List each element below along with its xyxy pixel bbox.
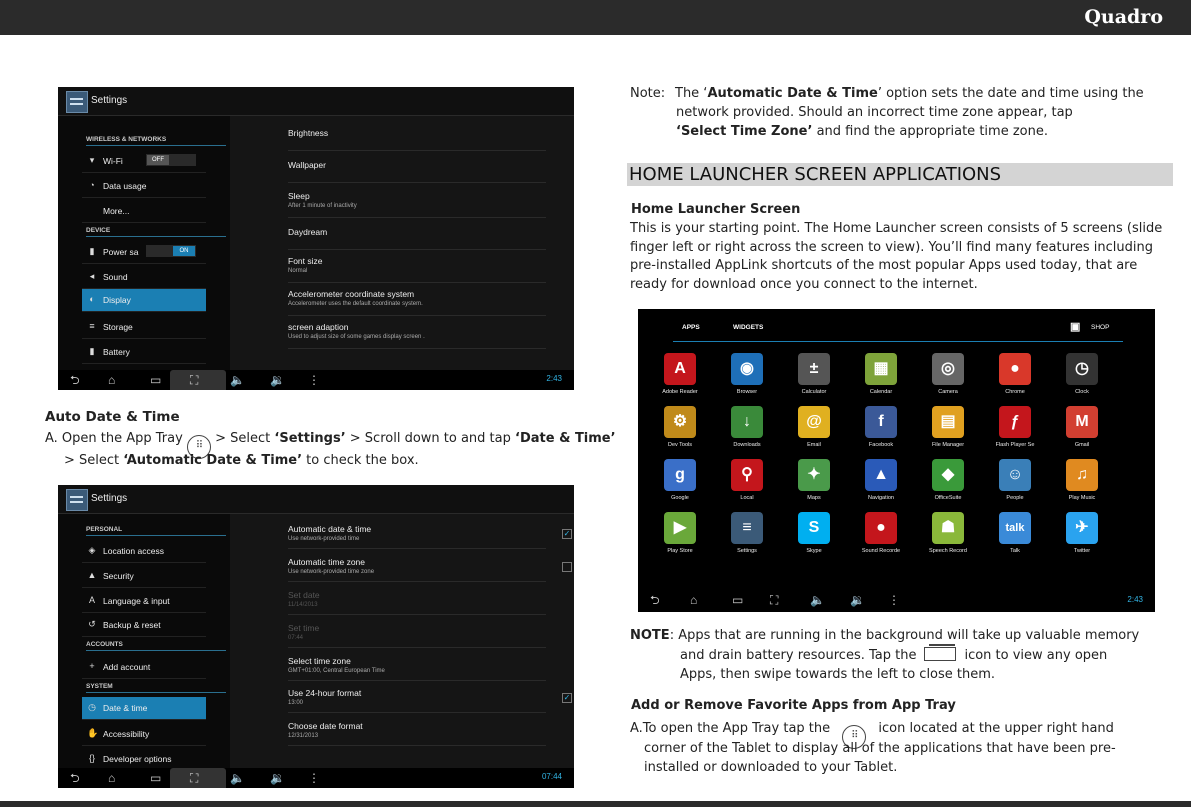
menu-icon[interactable]: ⋮: [308, 373, 320, 387]
section-header-accounts: ACCOUNTS: [86, 641, 226, 651]
note-text-bold: Automatic Date & Time: [707, 86, 878, 101]
app-icon: ☗: [932, 512, 964, 544]
app-label: Calculator: [801, 389, 827, 395]
app-icon: ☺: [999, 459, 1031, 491]
home-icon[interactable]: ⌂: [108, 373, 116, 387]
setting-subtitle: 13:00: [288, 700, 304, 706]
app-label: Browser: [736, 389, 758, 395]
app-email[interactable]: [781, 406, 847, 458]
favorite-line-3: installed or downloaded to your Tablet.: [644, 760, 898, 775]
setting-subtitle: Normal: [288, 268, 308, 274]
battery-icon: ▮: [89, 346, 95, 356]
setting-title: Set date: [288, 590, 320, 600]
step-text: A. Open the App Tray: [45, 431, 183, 446]
app-icon: talk: [999, 512, 1031, 544]
home-paragraph-line-4: ready for download once you connect to the internet.: [630, 277, 978, 292]
favorite-line-2: corner of the Tablet to display all of the applications that have been pre-: [644, 741, 1116, 756]
settings-item-battery[interactable]: [82, 341, 206, 364]
setting-subtitle: Use network-provided time zone: [288, 569, 375, 575]
android-nav-bar: [58, 370, 574, 390]
app-play-store[interactable]: [647, 512, 713, 564]
settings-item-label: Display: [103, 295, 131, 305]
settings-item-location[interactable]: [82, 540, 206, 563]
24-hour-format-checkbox[interactable]: ✓: [563, 693, 571, 702]
app-google[interactable]: [647, 459, 713, 511]
app-icon: ≡: [731, 512, 763, 544]
app-gmail[interactable]: [1049, 406, 1115, 458]
settings-item-wifi[interactable]: [82, 150, 206, 173]
setting-title: Set time: [288, 623, 320, 633]
setting-title: Accelerometer coordinate system: [288, 289, 415, 299]
settings-item-label: Add account: [103, 662, 151, 672]
note2-line-1: [630, 626, 1139, 645]
home-launcher-heading: Home Launcher Screen: [631, 202, 801, 217]
step-text-bold: ‘Date & Time’: [515, 431, 616, 446]
android-nav-bar: [638, 586, 1155, 612]
setting-subtitle: 12/31/2013: [288, 733, 319, 739]
menu-icon[interactable]: ⋮: [308, 771, 320, 785]
step-text-bold: ‘Settings’: [274, 431, 346, 446]
auto-date-heading: Auto Date & Time: [45, 409, 180, 425]
app-icon: ◆: [932, 459, 964, 491]
setting-title: Choose date format: [288, 721, 363, 731]
note-label: Note:: [630, 86, 666, 101]
menu-icon[interactable]: ⋮: [888, 593, 900, 607]
app-icon: f: [865, 406, 897, 438]
settings-item-power-saving[interactable]: [82, 241, 206, 264]
app-label: Adobe Reader: [662, 389, 698, 395]
app-maps[interactable]: [781, 459, 847, 511]
app-sound-recorde[interactable]: [848, 512, 914, 564]
volume-down-icon[interactable]: 🔈: [230, 373, 245, 387]
toggle-label: OFF: [147, 155, 169, 165]
bottom-bar: [0, 801, 1191, 807]
setting-title: Font size: [288, 256, 323, 266]
settings-item-label: More...: [103, 206, 130, 216]
android-nav-bar: [58, 768, 574, 788]
volume-up-icon[interactable]: 🔉: [270, 373, 285, 387]
recent-apps-icon[interactable]: ▭: [732, 593, 744, 607]
app-facebook[interactable]: [848, 406, 914, 458]
back-icon[interactable]: ⮌: [70, 373, 80, 387]
note-text: The ‘: [675, 86, 708, 101]
app-clock[interactable]: [1049, 353, 1115, 405]
section-header-personal: PERSONAL: [86, 526, 226, 536]
app-label: Calendar: [869, 389, 893, 395]
display-settings-screenshot: [58, 87, 574, 390]
setting-title: Automatic date & time: [288, 524, 372, 534]
back-icon[interactable]: ⮌: [650, 593, 660, 607]
settings-item-storage[interactable]: [82, 316, 206, 339]
settings-item-security[interactable]: [82, 565, 206, 588]
setting-title: Use 24-hour format: [288, 688, 362, 698]
settings-item-label: Backup & reset: [103, 620, 161, 630]
volume-up-icon[interactable]: 🔉: [850, 593, 865, 607]
screenshot-icon[interactable]: ⛶: [190, 373, 199, 387]
app-local[interactable]: [714, 459, 780, 511]
app-icon: ⚙: [664, 406, 696, 438]
display-settings-panel: [230, 116, 574, 370]
app-icon: ▶: [664, 512, 696, 544]
note-text-bold: ‘Select Time Zone’: [676, 124, 813, 139]
setting-title: Select time zone: [288, 656, 351, 666]
app-calculator[interactable]: [781, 353, 847, 405]
note-text: icon to view any open: [964, 648, 1108, 663]
home-launcher-screenshot: [638, 309, 1155, 612]
launcher-tabs: [638, 309, 1155, 343]
setting-automatic-time-zone[interactable]: [288, 557, 546, 582]
top-bar: [0, 0, 1191, 35]
app-icon: ƒ: [999, 406, 1031, 438]
volume-down-icon[interactable]: 🔈: [230, 771, 245, 785]
app-label: Clock: [1075, 389, 1089, 395]
step-text-bold: ‘Automatic Date & Time’: [123, 453, 303, 468]
app-file-manager[interactable]: [915, 406, 981, 458]
note-text: ’ option sets the date and time using the: [877, 86, 1144, 101]
app-navigation[interactable]: [848, 459, 914, 511]
app-label: People: [1006, 495, 1024, 501]
auto-date-step-a-cont: [64, 451, 419, 470]
app-icon: ▦: [865, 353, 897, 385]
app-twitter[interactable]: [1049, 512, 1115, 564]
wifi-toggle[interactable]: [146, 154, 196, 166]
app-icon: ◉: [731, 353, 763, 385]
app-label: OfficeSuite: [934, 495, 962, 501]
setting-title: Automatic time zone: [288, 557, 366, 567]
home-paragraph-line-1: This is your starting point. The Home Launcher screen consists of 5 screens (slide: [630, 221, 1163, 236]
app-icon: @: [798, 406, 830, 438]
app-icon: g: [664, 459, 696, 491]
note2-line-3: Apps, then swipe towards the left to close them.: [680, 667, 996, 682]
setting-title: Wallpaper: [288, 160, 326, 170]
settings-category-list: [58, 116, 230, 370]
setting-title: Sleep: [288, 191, 310, 201]
settings-item-label: Security: [103, 571, 134, 581]
note-line-1: [675, 84, 1144, 103]
app-label: Local: [740, 495, 754, 501]
app-dev-tools[interactable]: [647, 406, 713, 458]
app-icon: ◎: [932, 353, 964, 385]
step-text: to check the box.: [306, 453, 419, 468]
developer-icon: {}: [88, 753, 95, 763]
app-label: Downloads: [733, 442, 761, 448]
setting-font-size[interactable]: [288, 256, 546, 283]
setting-set-time: [288, 623, 546, 648]
setting-screen-adaption[interactable]: [288, 322, 546, 349]
app-speech-record[interactable]: [915, 512, 981, 564]
app-skype[interactable]: [781, 512, 847, 564]
tab-apps[interactable]: APPS: [682, 324, 700, 331]
settings-item-label: Developer options: [103, 754, 172, 764]
note-line-2: network provided. Should an incorrect time zone appear, tap: [676, 105, 1073, 120]
setting-date-format[interactable]: [288, 721, 546, 746]
home-icon[interactable]: ⌂: [108, 771, 116, 785]
app-label: Play Store: [667, 548, 693, 554]
settings-category-list: [58, 514, 230, 768]
app-label: Flash Player Se: [995, 442, 1035, 448]
settings-item-label: Wi-Fi: [103, 156, 123, 166]
app-camera[interactable]: [915, 353, 981, 405]
app-icon: ●: [865, 512, 897, 544]
accessibility-icon: ✋: [87, 728, 99, 738]
home-icon[interactable]: ⌂: [690, 593, 698, 607]
setting-daydream[interactable]: [288, 227, 546, 250]
location-icon: ◈: [88, 545, 96, 555]
settings-item-label: Data usage: [103, 181, 147, 191]
setting-select-time-zone[interactable]: [288, 656, 546, 681]
setting-brightness[interactable]: [288, 128, 546, 151]
settings-item-language[interactable]: [82, 590, 206, 613]
data-usage-icon: ◔: [89, 180, 95, 190]
settings-item-label: Date & time: [103, 703, 148, 713]
app-icon: ◷: [1066, 353, 1098, 385]
battery-saver-icon: ▮: [89, 246, 95, 256]
app-adobe-reader[interactable]: [647, 353, 713, 405]
screenshot-icon[interactable]: ⛶: [770, 593, 779, 607]
app-label: Email: [807, 442, 821, 448]
volume-down-icon[interactable]: 🔈: [810, 593, 825, 607]
settings-item-label: Language & input: [103, 596, 170, 606]
tab-widgets[interactable]: WIDGETS: [733, 324, 764, 331]
setting-automatic-date-time[interactable]: [288, 524, 571, 549]
app-label: Maps: [807, 495, 821, 501]
shop-icon[interactable]: ▣: [1070, 321, 1081, 333]
app-icon: ♫: [1066, 459, 1098, 491]
setting-title: Brightness: [288, 128, 329, 138]
tab-underline: [673, 341, 1123, 342]
recent-apps-icon: [924, 647, 956, 661]
app-label: Twitter: [1073, 548, 1091, 554]
storage-icon: ≡: [89, 321, 95, 331]
settings-item-date-time[interactable]: [82, 697, 206, 720]
display-icon: ◐: [89, 294, 95, 304]
settings-icon: [66, 91, 88, 113]
setting-title: Daydream: [288, 227, 328, 237]
app-icon: ✈: [1066, 512, 1098, 544]
status-clock: 2:43: [1127, 595, 1143, 604]
app-label: Navigation: [868, 495, 894, 501]
setting-set-date: [288, 590, 546, 615]
app-label: Play Music: [1068, 495, 1096, 501]
screenshot-icon[interactable]: ⛶: [190, 771, 199, 785]
step-text: > Select: [215, 431, 271, 446]
automatic-date-time-checkbox[interactable]: ✓: [563, 529, 571, 538]
app-label: Skype: [806, 548, 822, 554]
section-title-bar: [627, 163, 1173, 186]
app-icon: M: [1066, 406, 1098, 438]
wifi-icon: ▾: [89, 155, 95, 165]
settings-title: Settings: [91, 95, 128, 106]
note-label: NOTE: [630, 628, 670, 643]
date-time-settings-screenshot: [58, 485, 574, 788]
app-label: Sound Recorde: [861, 548, 901, 554]
settings-item-accessibility[interactable]: [82, 723, 206, 746]
clock-icon: ◷: [88, 702, 96, 712]
settings-item-label: Accessibility: [103, 729, 150, 739]
app-play-music[interactable]: [1049, 459, 1115, 511]
settings-item-data-usage[interactable]: [82, 175, 206, 198]
toggle-label: ON: [173, 246, 195, 256]
section-header-wireless: WIRELESS & NETWORKS: [86, 136, 226, 146]
favorite-apps-heading: Add or Remove Favorite Apps from App Tray: [631, 698, 956, 713]
setting-subtitle: GMT+01:00, Central European Time: [288, 668, 385, 674]
section-title: HOME LAUNCHER SCREEN APPLICATIONS: [629, 164, 1002, 185]
app-icon: ±: [798, 353, 830, 385]
lock-icon: ▲: [87, 570, 97, 580]
back-icon[interactable]: ⮌: [70, 771, 80, 785]
settings-item-label: Battery: [103, 347, 130, 357]
app-settings[interactable]: [714, 512, 780, 564]
app-calendar[interactable]: [848, 353, 914, 405]
note-text: and find the appropriate time zone.: [816, 124, 1048, 139]
home-paragraph-line-2: finger left or right across the screen to view). You’ll find many features including: [630, 240, 1153, 255]
section-header-device: DEVICE: [86, 227, 226, 237]
recent-apps-icon[interactable]: ▭: [150, 771, 162, 785]
app-officesuite[interactable]: [915, 459, 981, 511]
fav-text: A.To open the App Tray tap the: [630, 721, 831, 736]
setting-sleep[interactable]: [288, 191, 546, 218]
app-talk[interactable]: [982, 512, 1048, 564]
app-icon: S: [798, 512, 830, 544]
note2-line-2: [680, 646, 1107, 665]
home-paragraph-line-3: pre-installed AppLink shortcuts of the most popular Apps used today, that are: [630, 258, 1138, 273]
power-saving-toggle[interactable]: [146, 245, 196, 257]
app-icon: ⚲: [731, 459, 763, 491]
setting-wallpaper[interactable]: [288, 160, 546, 183]
settings-item-display[interactable]: [82, 289, 206, 312]
app-people[interactable]: [982, 459, 1048, 511]
settings-title-bar: [58, 485, 574, 514]
note-text: : Apps that are running in the background will take up valuable memory: [669, 628, 1140, 643]
app-tray-icon: ⠿: [187, 435, 211, 459]
status-clock: 07:44: [541, 772, 562, 781]
app-downloads[interactable]: [714, 406, 780, 458]
settings-item-label: Sound: [103, 272, 128, 282]
settings-item-label: Power sa: [103, 247, 139, 257]
app-flash-player-se[interactable]: [982, 406, 1048, 458]
fav-text: icon located at the upper right hand: [878, 721, 1114, 736]
app-label: Settings: [737, 548, 757, 554]
settings-item-label: Location access: [103, 546, 164, 556]
brand-logo: Quadro: [1084, 6, 1163, 28]
note-text: and drain battery resources. Tap the: [680, 648, 917, 663]
setting-subtitle: Accelerometer uses the default coordinate system.: [288, 301, 423, 307]
app-icon: ●: [999, 353, 1031, 385]
app-label: Speech Record: [929, 548, 967, 554]
app-icon: A: [664, 353, 696, 385]
settings-item-add-account[interactable]: [82, 656, 206, 679]
setting-subtitle: Use network-provided time: [288, 536, 360, 542]
note-line-3: [676, 122, 1048, 141]
setting-subtitle: Used to adjust size of some games display screen .: [288, 334, 425, 340]
setting-24-hour-format[interactable]: [288, 688, 571, 713]
app-label: Camera: [938, 389, 958, 395]
app-label: Gmail: [1074, 442, 1090, 448]
recent-apps-icon[interactable]: ▭: [150, 373, 162, 387]
app-label: File Manager: [931, 442, 965, 448]
app-icon: ▲: [865, 459, 897, 491]
app-browser[interactable]: [714, 353, 780, 405]
settings-title-bar: [58, 87, 574, 116]
settings-item-backup[interactable]: [82, 614, 206, 637]
settings-item-sound[interactable]: [82, 266, 206, 289]
setting-subtitle: 07:44: [288, 635, 304, 641]
plus-icon: +: [89, 661, 95, 671]
settings-icon: [66, 489, 88, 511]
app-label: Talk: [1010, 548, 1020, 554]
speaker-icon: ◂: [89, 271, 95, 281]
app-label: Google: [671, 495, 689, 501]
shop-label[interactable]: SHOP: [1091, 324, 1110, 331]
app-tray-icon: ⠿: [842, 725, 866, 749]
setting-subtitle: After 1 minute of inactivity: [288, 203, 357, 209]
app-label: Chrome: [1005, 389, 1025, 395]
automatic-time-zone-checkbox[interactable]: [562, 562, 572, 572]
status-clock: 2:43: [546, 374, 562, 383]
app-label: Dev Tools: [667, 442, 693, 448]
app-label: Facebook: [868, 442, 894, 448]
setting-title: screen adaption: [288, 322, 349, 332]
settings-title: Settings: [91, 493, 128, 504]
setting-subtitle: 11/14/2013: [288, 602, 318, 608]
setting-accelerometer[interactable]: [288, 289, 546, 316]
settings-item-label: Storage: [103, 322, 133, 332]
app-icon: ✦: [798, 459, 830, 491]
section-header-system: SYSTEM: [86, 683, 226, 693]
step-text: > Scroll down to and tap: [349, 431, 511, 446]
volume-up-icon[interactable]: 🔉: [270, 771, 285, 785]
date-time-settings-panel: [230, 514, 574, 768]
backup-icon: ↺: [88, 619, 96, 629]
language-icon: A: [88, 595, 95, 605]
step-text: > Select: [64, 453, 120, 468]
app-icon: ↓: [731, 406, 763, 438]
app-icon: ▤: [932, 406, 964, 438]
app-chrome[interactable]: [982, 353, 1048, 405]
settings-item-more[interactable]: [82, 200, 206, 223]
